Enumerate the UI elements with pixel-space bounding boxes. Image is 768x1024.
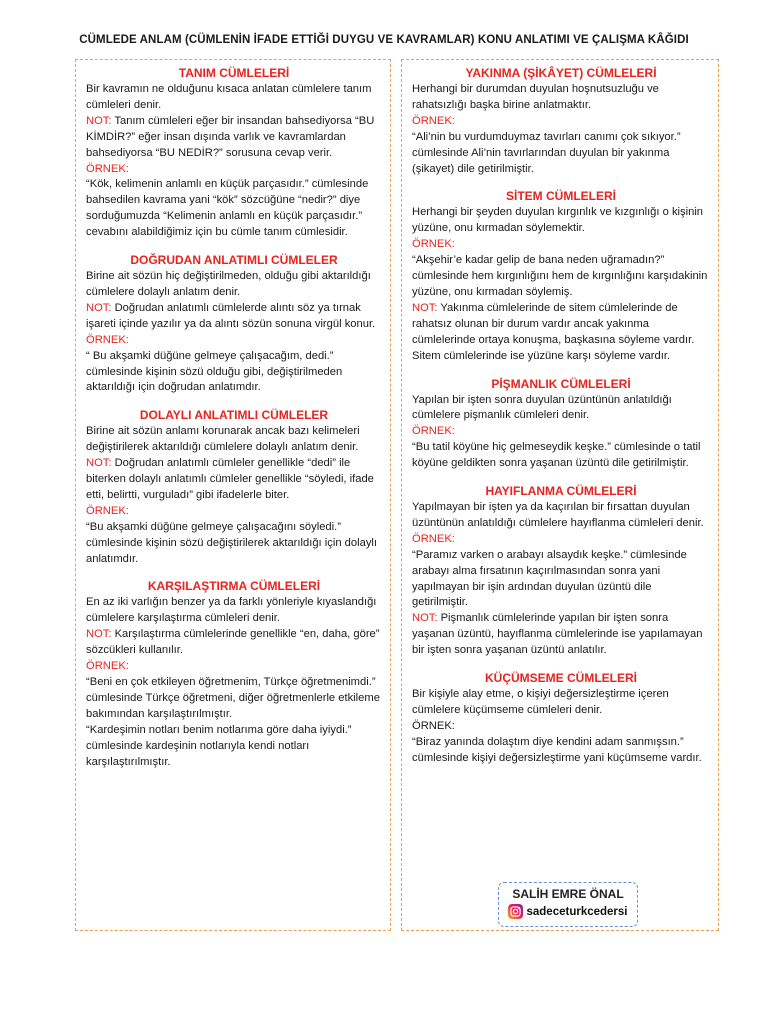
section-title: HAYIFLANMA CÜMLELERİ [485,484,637,499]
section-body [86,595,382,627]
definition-text: Herhangi bir şeyden duyulan kırgınlık ve kızgınlığı o kişinin yüzüne, onu kırmadan söylemektir. [412,206,704,235]
author-name: SALİH EMRE ÖNAL [512,887,624,901]
definition-text: Herhangi bir durumdan duyulan hoşnutsuzluğu ve rahatsızlığı başka birine anlatmaktır. [412,83,659,111]
example-label: ÖRNEK: [86,162,129,175]
note-text: Yakınma cümlelerinde de sitem cümlelerinde de rahatsız olunan bir durum vardır ancak yakınma cümlelerinde ortaya konuşma, başkasına söyleme vardır. Sitem cümlelerinde ise yüzüne karşı söyleme vardır. [412,301,695,362]
section-tanim [86,66,382,241]
note-text: Doğrudan anlatımlı cümlelerde alıntı söz ya tırnak işareti içinde yazılır ya da alıntı sözün sonuna virgül konur. [86,301,376,330]
section-body [86,269,382,301]
definition-text: Bir kişiyle alay etme, o kişiyi değersizleştirme içeren cümlelere küçümseme cümleleri denir. [412,688,669,716]
note-label: NOT: [86,628,112,641]
section-body [412,205,710,237]
section-yakinma [412,66,710,177]
example-paragraph [412,237,710,301]
section-title: TANIM CÜMLELERİ [178,66,290,80]
instagram-icon [508,904,523,919]
section-title: KÜÇÜMSEME CÜMLELERİ [485,671,637,686]
section-hayiflanma [412,484,710,659]
section-sitem [412,189,710,364]
section-body [412,393,710,425]
note-paragraph [412,301,710,365]
section-title: KARŞILAŞTIRMA CÜMLELERİ [147,579,321,594]
example-label: ÖRNEK: [86,333,129,346]
note-text: Doğrudan anlatımlı cümleler genellikle “dedi” ile biterken dolaylı anlatımlı cümleler genellikle “söyledi, ifade etti, belirtti, vurguladı” gibi ifadelerle biter. [86,457,374,501]
example-label: ÖRNEK: [412,532,455,545]
example-text: “Akşehir’e kadar gelip de bana neden uğramadın?” cümlesinde hem kırgınlığını hem de kırgınlığını karşıdakinin yüzüne, onu kırmadan söylemiş. [412,254,708,298]
example-text: “Bu akşamki düğüne gelmeye çalışacağını söyledi.” cümlesinde kişinin sözü değiştirilerek aktarıldığı için dolaylı anlatımdır. [86,520,378,565]
note-paragraph [86,301,382,333]
example-text: “Paramız varken o arabayı alsaydık keşke.” cümlesinde arabayı alma fırsatının kaçırılmasından sonra yani yapılmayan bir işin ardından duyulan üzüntü dile getirilmiştir. [412,548,687,609]
section-body [412,687,710,719]
note-text: Tanım cümleleri eğer bir insandan bahsediyorsa “BU KİMDİR?” eğer insan dışında varlık ve kavramlardan bahsediyorsa “BU NEDİR?” sorusuna cevap verir. [86,114,375,159]
section-title: YAKINMA (ŞİKÂYET) CÜMLELERİ [465,66,657,80]
note-label: NOT: [412,301,438,314]
section-title: SİTEM CÜMLELERİ [506,189,616,204]
section-body [412,500,710,532]
definition-text: Birine ait sözün hiç değiştirilmeden, olduğu gibi aktarıldığı cümlelere dolaylı anlatım denir. [86,270,371,298]
note-label: NOT: [412,612,438,625]
page-title: CÜMLEDE ANLAM (CÜMLENİN İFADE ETTİĞİ DUYGU VE KAVRAMLAR) KONU ANLATIMI VE ÇALIŞMA KÂĞIDI [79,34,689,46]
example-label: ÖRNEK: [86,504,129,517]
definition-text: Bir kavramın ne olduğunu kısaca anlatan cümlelere tanım cümleleri denir. [86,83,372,111]
section-karsilastirma [86,579,382,770]
right-column [401,59,719,931]
definition-text: Birine ait sözün anlamı korunarak ancak bazı kelimeleri değiştirilerek aktarıldığı cümlelere dolaylı anlatım denir. [86,425,360,454]
example-paragraph [86,162,382,242]
section-dogrudan [86,253,382,396]
left-column [75,59,391,931]
section-body [86,82,382,114]
note-label: NOT: [86,114,112,127]
example-paragraph [86,333,382,397]
example-text: “ Bu akşamki düğüne gelmeye çalışacağım, dedi.” cümlesinde kişinin sözü olduğu gibi, değiştirilmeden aktarıldığı için doğrudan anlatımdır. [86,349,343,394]
example-label: ÖRNEK: [412,425,455,438]
note-text: Pişmanlık cümlelerinde yapılan bir işten sonra yaşanan üzüntü, hayıflanma cümlelerinde ise yapılamayan bir işten sonra yaşanan üzüntü anlatılır. [412,612,703,657]
example-paragraph [86,504,382,568]
example-paragraph-2 [86,723,382,771]
example-paragraph [412,719,710,767]
definition-text: Yapılan bir işten sonra duyulan üzüntünün anlatıldığı cümlelere pişmanlık cümleleri denir. [412,393,672,422]
example-text: “Bu tatil köyüne hiç gelmeseydik keşke.” cümlesinde o tatil köyüne geldikten sonra yaşanan üzüntü dile getirilmiştir. [412,441,701,470]
section-dolayli [86,408,382,567]
instagram-row[interactable] [499,904,637,919]
note-paragraph [86,114,382,162]
section-title: PİŞMANLIK CÜMLELERİ [491,376,631,391]
definition-text: Yapılmayan bir işten ya da kaçırılan bir fırsattan duyulan üzüntünün anlatıldığı cümlelere hayıflanma cümleleri denir. [412,501,704,529]
note-text: Karşılaştırma cümlelerinde genellikle “en, daha, göre” sözcükleri kullanılır. [86,628,380,657]
example-text: “Kök, kelimenin anlamlı en küçük parçasıdır.” cümlesinde bahsedilen kavrama yani “kök” sözcüğüne “nedir?” diye sorduğumuzda “Kelimenin anlamlı en küçük parçasıdır.” cevabını alabildiğimiz için bu cümle tanım cümlesidir. [86,178,369,239]
section-kucumseme [412,671,710,767]
note-paragraph [86,627,382,659]
section-body [412,82,710,114]
author-box [498,882,638,927]
example-text: “Ali’nin bu vurdumduymaz tavırları canımı çok sıkıyor.” cümlesinde Ali’nin tavırlarından duyulan bir yakınma (şikayet) dile getirilmiştir. [412,130,681,175]
example-text: “Biraz yanında dolaştım diye kendini adam sanmışsın.” cümlesinde kişiyi değersizleştirme yani küçümseme vardır. [412,735,702,764]
note-paragraph [86,456,382,504]
note-label: NOT: [86,457,112,470]
section-body [86,424,382,456]
example-label: ÖRNEK: [412,719,455,732]
example-paragraph [412,424,710,472]
section-pismanlik [412,377,710,473]
section-title: DOĞRUDAN ANLATIMLI CÜMLELER [130,253,338,268]
example-paragraph [412,114,710,178]
example-text: “Beni en çok etkileyen öğretmenim, Türkçe öğretmenimdi.” cümlesinde Türkçe öğretmeni, diğer öğretmenlerle etkileme bakımından karşılaştırılmıştır. [86,676,380,720]
example-label: ÖRNEK: [412,114,455,127]
instagram-handle[interactable]: sadeceturkcedersi [526,905,628,918]
example-label: ÖRNEK: [86,660,129,673]
example-text: “Kardeşimin notları benim notlarıma göre daha iyiydi.” cümlesinde kardeşinin notlarıyla kendi notları karşılaştırılmıştır. [86,723,352,768]
example-paragraph [412,532,710,612]
note-label: NOT: [86,301,112,314]
example-label: ÖRNEK: [412,238,455,251]
section-title: DOLAYLI ANLATIMLI CÜMLELER [139,408,329,423]
definition-text: En az iki varlığın benzer ya da farklı yönleriyle kıyaslandığı cümlelere karşılaştırma cümleleri denir. [86,596,377,625]
example-paragraph [86,659,382,723]
note-paragraph [412,611,710,659]
